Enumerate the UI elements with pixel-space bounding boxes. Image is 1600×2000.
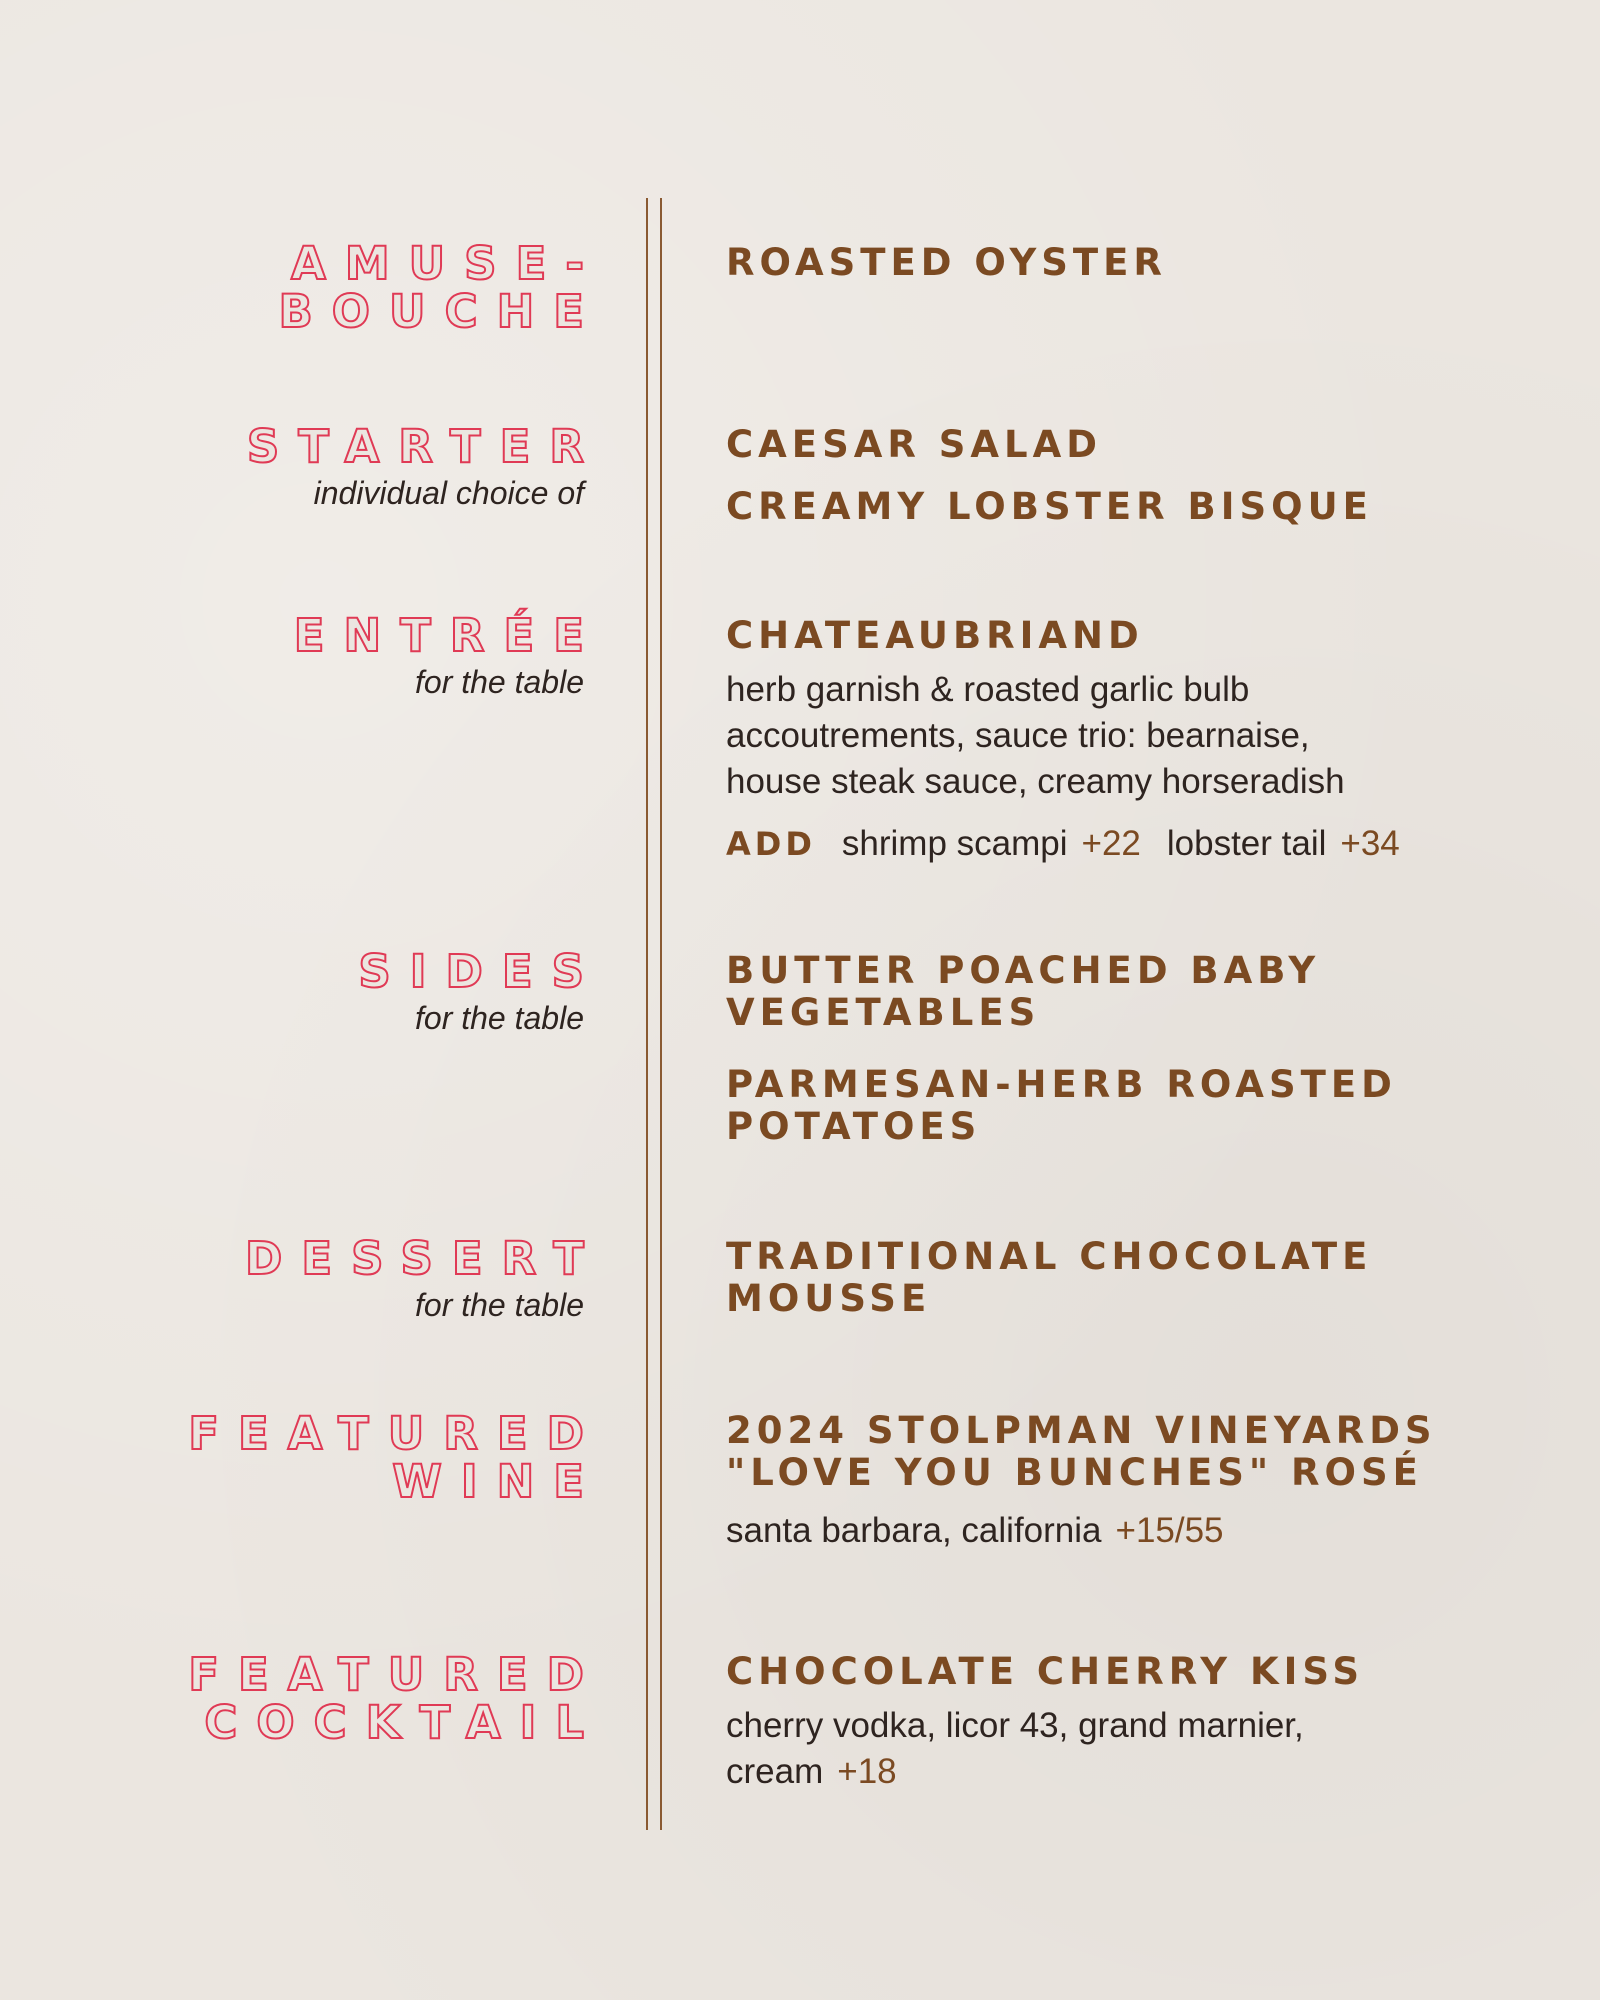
category-subtitle: for the table <box>415 1287 584 1323</box>
item-name-line: PARMESAN-HERB ROASTED <box>726 1063 1397 1106</box>
item-name-line: POTATOES <box>726 1105 982 1148</box>
category-featured-wine <box>188 1407 603 1508</box>
category-title-line: BOUCHE <box>278 285 603 338</box>
addon-lobster-tail <box>1167 824 1400 863</box>
addon-shrimp-scampi <box>842 824 1141 863</box>
category-dessert <box>245 1232 603 1323</box>
category-featured-cocktail <box>188 1648 603 1749</box>
addons-row <box>726 821 1556 867</box>
items-featured-cocktail <box>726 1651 1556 1795</box>
category-subtitle: for the table <box>415 1000 584 1036</box>
items-amuse-bouche <box>726 242 1556 284</box>
items-starter <box>726 424 1556 528</box>
menu-item-roasted-potatoes <box>726 1064 1556 1148</box>
menu-item-chocolate-mousse <box>726 1236 1556 1320</box>
item-name-line: "LOVE YOU BUNCHES" ROSÉ <box>726 1451 1423 1494</box>
items-entree <box>726 615 1556 867</box>
items-dessert <box>726 1236 1556 1320</box>
item-description-line: accoutrements, sauce trio: bearnaise, <box>726 716 1310 755</box>
addon-price: +34 <box>1340 824 1400 863</box>
item-name-line: MOUSSE <box>726 1277 932 1320</box>
category-sides <box>358 945 603 1036</box>
item-description <box>726 1508 1556 1554</box>
category-subtitle: individual choice of <box>313 475 584 511</box>
item-name-line: VEGETABLES <box>726 991 1041 1034</box>
category-title-line: FEATURED <box>188 1648 603 1701</box>
menu-item-baby-vegetables <box>726 950 1556 1034</box>
items-sides <box>726 950 1556 1148</box>
category-title: ENTRÉE <box>293 609 603 662</box>
menu-item-roasted-oyster: ROASTED OYSTER <box>726 241 1167 284</box>
cocktail-price: +18 <box>837 1752 897 1791</box>
item-description-line <box>726 1749 1556 1795</box>
item-description-line: cherry vodka, licor 43, grand marnier, <box>726 1706 1304 1745</box>
wine-origin: santa barbara, california <box>726 1511 1102 1550</box>
category-subtitle: for the table <box>415 664 584 700</box>
item-description-line: herb garnish & roasted garlic bulb <box>726 670 1250 709</box>
description-text: cream <box>726 1752 824 1791</box>
category-amuse-bouche <box>278 237 603 338</box>
category-title-line: AMUSE- <box>291 237 603 290</box>
divider-right <box>660 198 662 1830</box>
addon-name: shrimp scampi <box>841 824 1068 863</box>
category-title: SIDES <box>358 945 603 998</box>
menu-item-rose-wine <box>726 1410 1556 1494</box>
menu-item-lobster-bisque: CREAMY LOBSTER BISQUE <box>726 485 1373 528</box>
category-title-line: COCKTAIL <box>204 1696 603 1749</box>
category-title-line: WINE <box>392 1455 603 1508</box>
item-name-line: TRADITIONAL CHOCOLATE <box>726 1235 1373 1278</box>
divider-left <box>646 198 648 1830</box>
item-name-line: 2024 STOLPMAN VINEYARDS <box>726 1409 1437 1452</box>
add-label: ADD <box>726 825 816 863</box>
category-title: DESSERT <box>245 1232 603 1285</box>
menu-item-caesar-salad: CAESAR SALAD <box>726 423 1102 466</box>
menu-item-chateaubriand: CHATEAUBRIAND <box>726 614 1144 657</box>
menu-item-chocolate-cherry-kiss: CHOCOLATE CHERRY KISS <box>726 1650 1365 1693</box>
wine-price: +15/55 <box>1115 1511 1224 1550</box>
category-starter <box>246 420 603 511</box>
category-title: STARTER <box>246 420 603 473</box>
items-featured-wine <box>726 1410 1556 1554</box>
item-name-line: BUTTER POACHED BABY <box>726 949 1321 992</box>
category-title-line: FEATURED <box>188 1407 603 1460</box>
category-entree <box>293 609 603 700</box>
item-description-line: house steak sauce, creamy horseradish <box>726 762 1345 801</box>
addon-price: +22 <box>1081 824 1141 863</box>
addon-name: lobster tail <box>1166 824 1327 863</box>
